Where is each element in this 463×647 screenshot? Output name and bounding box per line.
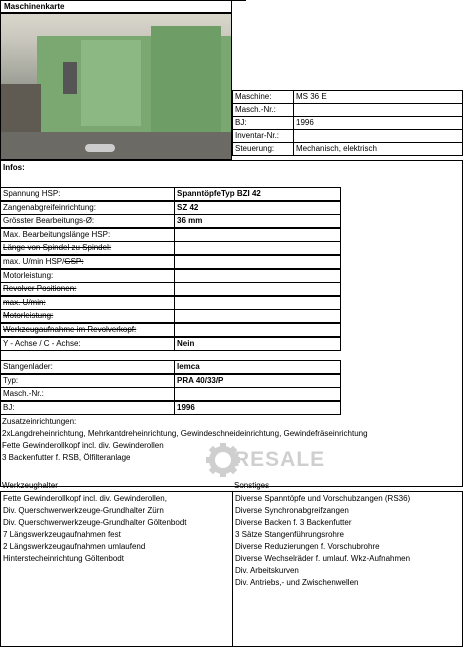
infos-label: Motorleistung: xyxy=(0,309,175,323)
machine-info-label: Maschine: xyxy=(232,90,294,104)
machine-photo xyxy=(0,13,232,160)
extras-line: Fette Gewinderollkopf incl. div. Gewinderollen xyxy=(2,441,164,450)
werkzeughalter-line: Hinterstecheinrichtung Göltenbodt xyxy=(3,554,124,563)
machine-info-value: 1996 xyxy=(293,116,463,130)
werkzeughalter-line: Fette Gewinderollkopf incl. div. Gewinderollen, xyxy=(3,494,167,503)
loader-value xyxy=(174,387,341,401)
sonstiges-line: Diverse Spanntöpfe und Vorschubzangen (RS36) xyxy=(235,494,411,503)
loader-label: Stangenlader: xyxy=(0,360,175,374)
infos-label: Revolver Positionen: xyxy=(0,282,175,296)
werkzeughalter-line: Div. Querschwerwerkzeuge-Grundhalter Zürn xyxy=(3,506,164,515)
infos-value xyxy=(174,309,341,323)
watermark-text: RESALE xyxy=(234,448,326,471)
infos-value xyxy=(174,296,341,310)
sonstiges-line: Diverse Wechselräder f. umlauf. Wkz-Aufnahmen xyxy=(235,554,411,563)
sonstiges-line: 3 Sätze Stangenführungsrohre xyxy=(235,530,344,539)
machine-info-label: Steuerung: xyxy=(232,142,294,156)
infos-label: Werkzeugaufnahme im Revolverkopf: xyxy=(0,323,175,337)
sonstiges-line: Diverse Synchronabgreifzangen xyxy=(235,506,349,515)
loader-label: Typ: xyxy=(0,374,175,388)
extras-line: 3 Backenfutter f. RSB, Ölfilteranlage xyxy=(2,453,131,462)
werkzeughalter-line: Div. Querschwerwerkzeuge-Grundhalter Göltenbodt xyxy=(3,518,187,527)
infos-label: Grösster Bearbeitungs-Ø: xyxy=(0,214,175,228)
infos-value: SZ 42 xyxy=(174,201,341,215)
machine-info-value xyxy=(293,129,463,143)
infos-value: SpanntöpfeTyp BZI 42 xyxy=(174,187,341,201)
loader-value: PRA 40/33/P xyxy=(174,374,341,388)
infos-label: max. U/min: xyxy=(0,296,175,310)
machine-info-table xyxy=(232,90,463,160)
sonstiges-line: Diverse Reduzierungen f. Vorschubrohre xyxy=(235,542,380,551)
infos-label: Motorleistung: xyxy=(0,269,175,283)
infos-label: Y - Achse / C - Achse: xyxy=(0,337,175,351)
infos-value xyxy=(174,255,341,269)
infos-value xyxy=(174,282,341,296)
machine-info-label: Inventar-Nr.: xyxy=(232,129,294,143)
machine-info-value: Mechanisch, elektrisch xyxy=(293,142,463,156)
werkzeughalter-line: 7 Längswerkzeugaufnahmen fest xyxy=(3,530,121,539)
page-title: Maschinenkarte xyxy=(4,2,65,11)
infos-label: Spannung HSP: xyxy=(0,187,175,201)
sonstiges-line: Diverse Backen f. 3 Backenfutter xyxy=(235,518,352,527)
machine-info-value: MS 36 E xyxy=(293,90,463,104)
loader-label: Masch.-Nr.: xyxy=(0,387,175,401)
extras-title: Zusatzeinrichtungen: xyxy=(2,417,77,426)
infos-title: Infos: xyxy=(3,163,25,172)
machine-info-label: Masch.-Nr.: xyxy=(232,103,294,117)
infos-label: Max. Bearbeitungslänge HSP: xyxy=(0,228,175,242)
loader-value: lemca xyxy=(174,360,341,374)
infos-label: max. U/min HSP/GSP: xyxy=(0,255,175,269)
infos-value xyxy=(174,269,341,283)
extras-line: 2xLangdreheinrichtung, Mehrkantdreheinrichtung, Gewindeschneideinrichtung, Gewindefräseinrichtung xyxy=(2,429,368,438)
infos-value xyxy=(174,241,341,255)
machine-info-value xyxy=(293,103,463,117)
sonstiges-box xyxy=(232,491,463,647)
header-rule xyxy=(232,0,246,1)
infos-value: 36 mm xyxy=(174,214,341,228)
sonstiges-line: Div. Antriebs,- und Zwischenwellen xyxy=(235,578,359,587)
resale-watermark xyxy=(206,442,342,478)
werkzeughalter-title: Werkzeughalter xyxy=(2,481,58,490)
infos-label: Zangenabgreifeinrichtung: xyxy=(0,201,175,215)
infos-label: Länge von Spindel zu Spindel: xyxy=(0,241,175,255)
infos-value xyxy=(174,323,341,337)
sonstiges-line: Div. Arbeitskurven xyxy=(235,566,299,575)
loader-value: 1996 xyxy=(174,401,341,415)
header-box xyxy=(0,0,232,13)
werkzeughalter-box xyxy=(0,491,233,647)
loader-label: BJ: xyxy=(0,401,175,415)
sonstiges-title: Sonstiges xyxy=(234,481,270,490)
infos-value: Nein xyxy=(174,337,341,351)
werkzeughalter-line: 2 Längswerkzeugaufnahmen umlaufend xyxy=(3,542,146,551)
infos-value xyxy=(174,228,341,242)
machine-info-label: BJ: xyxy=(232,116,294,130)
